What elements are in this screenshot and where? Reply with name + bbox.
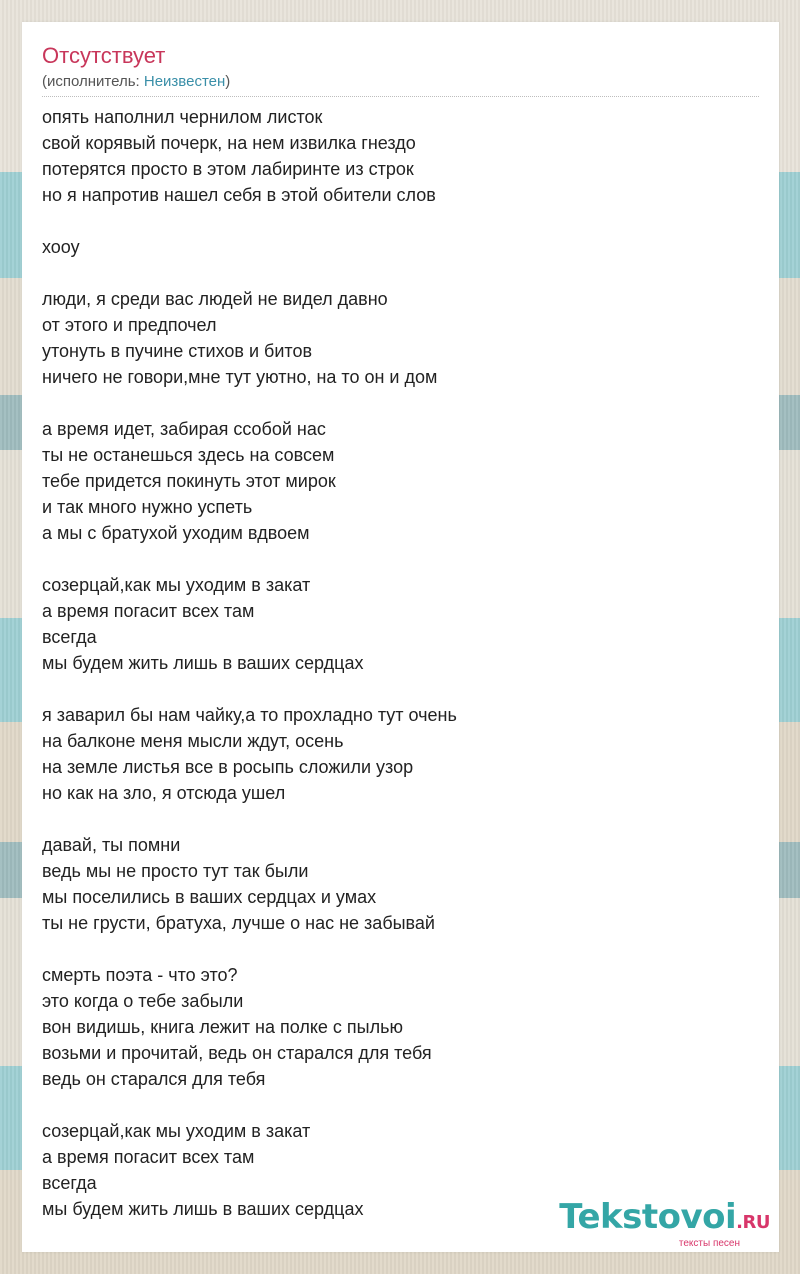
lyric-line: вон видишь, книга лежит на полке с пылью: [42, 1017, 403, 1037]
logo-tld: .RU: [736, 1212, 770, 1233]
lyric-line: утонуть в пучине стихов и битов: [42, 341, 313, 361]
lyric-line: всегда: [42, 1173, 97, 1193]
lyric-line: это когда о тебе забыли: [42, 991, 244, 1011]
lyric-blank-line: [42, 546, 742, 572]
artist-suffix: ): [225, 73, 231, 90]
lyric-line: но как на зло, я отсюда ушел: [42, 783, 286, 803]
lyric-line: я заварил бы нам чайку,а то прохладно тут очень: [42, 705, 457, 725]
logo-wordmark: [559, 1199, 770, 1241]
lyric-line: ведь мы не просто тут так были: [42, 861, 309, 881]
lyric-line: люди, я среди вас людей не видел давно: [42, 289, 388, 309]
lyric-line: всегда: [42, 627, 97, 647]
lyric-line: давай, ты помни: [42, 835, 181, 855]
lyric-line: потерятся просто в этом лабиринте из строк: [42, 159, 414, 179]
lyric-line: а время погасит всех там: [42, 601, 255, 621]
lyric-blank-line: [42, 936, 742, 962]
lyric-blank-line: [42, 260, 742, 286]
lyric-line: от этого и предпочел: [42, 315, 217, 335]
lyric-blank-line: [42, 208, 742, 234]
logo-name: Tekstovoi: [559, 1197, 737, 1237]
lyric-blank-line: [42, 806, 742, 832]
lyric-line: свой корявый почерк, на нем извилка гнездо: [42, 133, 416, 153]
lyric-line: и так много нужно успеть: [42, 497, 253, 517]
lyric-line: ты не останешься здесь на совсем: [42, 445, 335, 465]
lyric-line: а время идет, забирая ссобой нас: [42, 419, 326, 439]
lyric-blank-line: [42, 676, 742, 702]
lyric-line: мы поселились в ваших сердцах и умах: [42, 887, 377, 907]
lyric-line: хооу: [42, 237, 80, 257]
lyric-line: возьми и прочитай, ведь он старался для тебя: [42, 1043, 432, 1063]
artist-prefix: (исполнитель:: [42, 73, 144, 90]
lyric-line: ты не грусти, братуха, лучше о нас не забывай: [42, 913, 435, 933]
lyric-line: но я напротив нашел себя в этой обители слов: [42, 185, 436, 205]
lyric-line: опять наполнил чернилом листок: [42, 107, 323, 127]
site-logo[interactable]: [559, 1199, 770, 1249]
song-title: Отсутствует: [42, 43, 166, 68]
lyric-line: тебе придется покинуть этот мирок: [42, 471, 336, 491]
lyrics-text: [42, 104, 742, 1222]
lyrics-card: [22, 22, 779, 1252]
lyric-line: смерть поэта - что это?: [42, 965, 238, 985]
logo-tagline: тексты песен: [678, 1238, 740, 1249]
lyric-line: созерцай,как мы уходим в закат: [42, 1121, 311, 1141]
lyric-line: на земле листья все в росыпь сложили узор: [42, 757, 414, 777]
lyric-line: на балконе меня мысли ждут, осень: [42, 731, 344, 751]
lyric-blank-line: [42, 390, 742, 416]
lyric-line: ведь он старался для тебя: [42, 1069, 266, 1089]
lyric-line: а время погасит всех там: [42, 1147, 255, 1167]
lyric-line: созерцай,как мы уходим в закат: [42, 575, 311, 595]
lyric-blank-line: [42, 1092, 742, 1118]
lyric-line: мы будем жить лишь в ваших сердцах: [42, 653, 364, 673]
lyric-line: ничего не говори,мне тут уютно, на то он и дом: [42, 367, 438, 387]
title-separator: [42, 96, 759, 97]
artist-line: [42, 73, 230, 91]
lyric-line: а мы с братухой уходим вдвоем: [42, 523, 310, 543]
lyric-line: мы будем жить лишь в ваших сердцах: [42, 1199, 364, 1219]
artist-link[interactable]: Неизвестен: [143, 73, 226, 90]
